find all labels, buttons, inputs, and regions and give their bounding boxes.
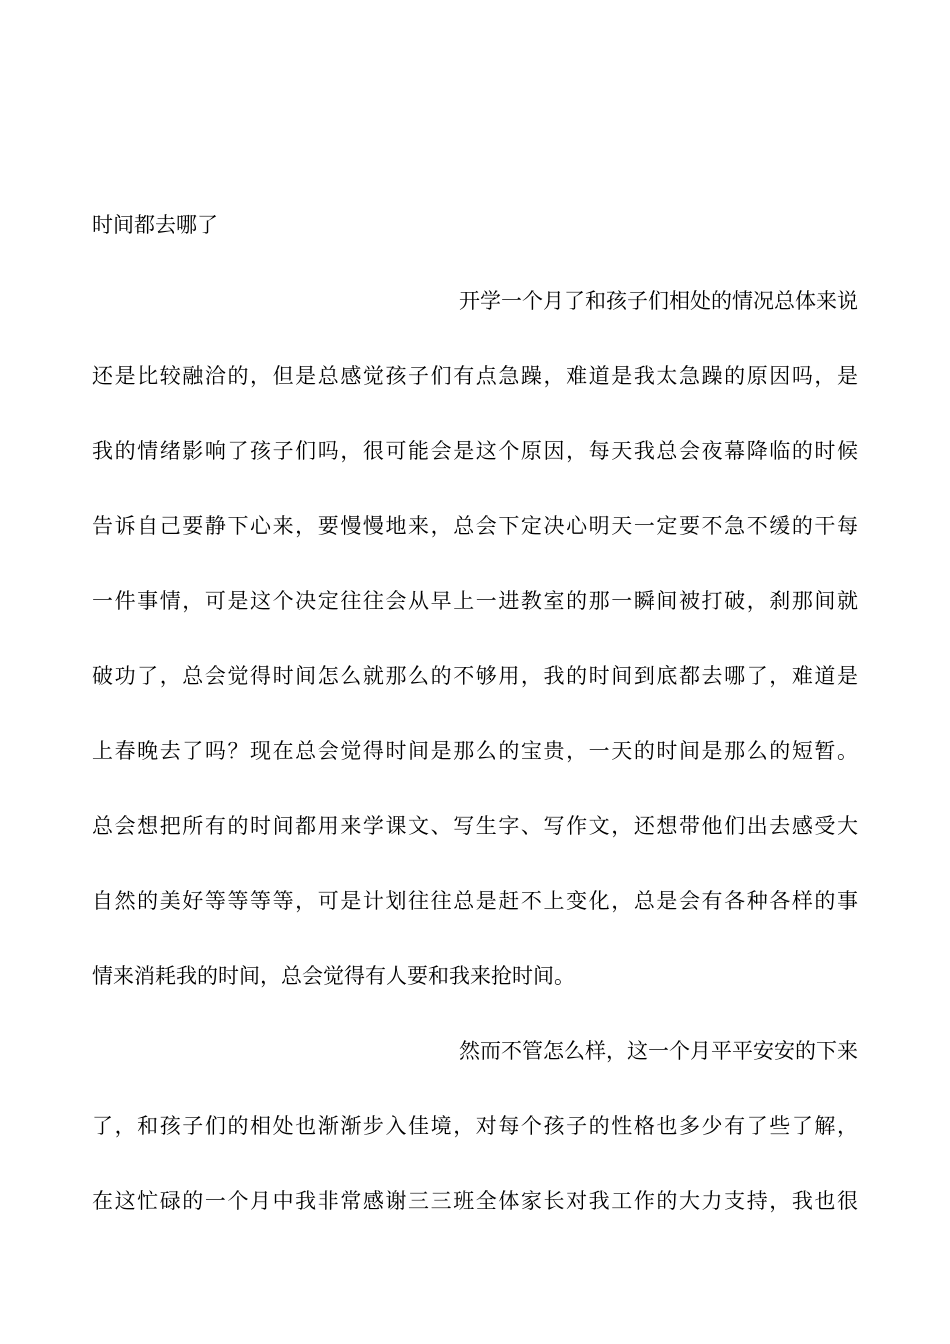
paragraph-1-line-1: 开学一个月了和孩子们相处的情况总体来说: [459, 289, 858, 313]
paragraph-1-line-4: 告诉自己要静下心来，要慢慢地来，总会下定决心明天一定要不急不缓的干每: [92, 514, 858, 538]
paragraph-1-line-3: 我的情绪影响了孩子们吗，很可能会是这个原因，每天我总会夜幕降临的时候: [92, 439, 858, 463]
paragraph-1-line-10: 情来消耗我的时间，总会觉得有人要和我来抢时间。: [92, 964, 575, 988]
paragraph-1-line-8: 总会想把所有的时间都用来学课文、写生字、写作文，还想带他们出去感受大: [92, 814, 858, 838]
paragraph-1-line-7: 上春晚去了吗？现在总会觉得时间是那么的宝贵，一天的时间是那么的短暂。: [92, 739, 858, 763]
paragraph-2-line-2: 了，和孩子们的相处也渐渐步入佳境，对每个孩子的性格也多少有了些了解，: [92, 1114, 858, 1138]
paragraph-1-line-6: 破功了，总会觉得时间怎么就那么的不够用，我的时间到底都去哪了，难道是: [92, 664, 858, 688]
paragraph-1-line-9: 自然的美好等等等等，可是计划往往总是赶不上变化，总是会有各种各样的事: [92, 889, 858, 913]
document-title: 时间都去哪了: [92, 213, 218, 237]
paragraph-1-line-2: 还是比较融洽的，但是总感觉孩子们有点急躁，难道是我太急躁的原因吗，是: [92, 364, 858, 388]
paragraph-2-line-1: 然而不管怎么样，这一个月平平安安的下来: [459, 1039, 858, 1063]
paragraph-1-line-5: 一件事情，可是这个决定往往会从早上一进教室的那一瞬间被打破，刹那间就: [92, 589, 858, 613]
paragraph-2-line-3: 在这忙碌的一个月中我非常感谢三三班全体家长对我工作的大力支持，我也很: [92, 1189, 858, 1213]
